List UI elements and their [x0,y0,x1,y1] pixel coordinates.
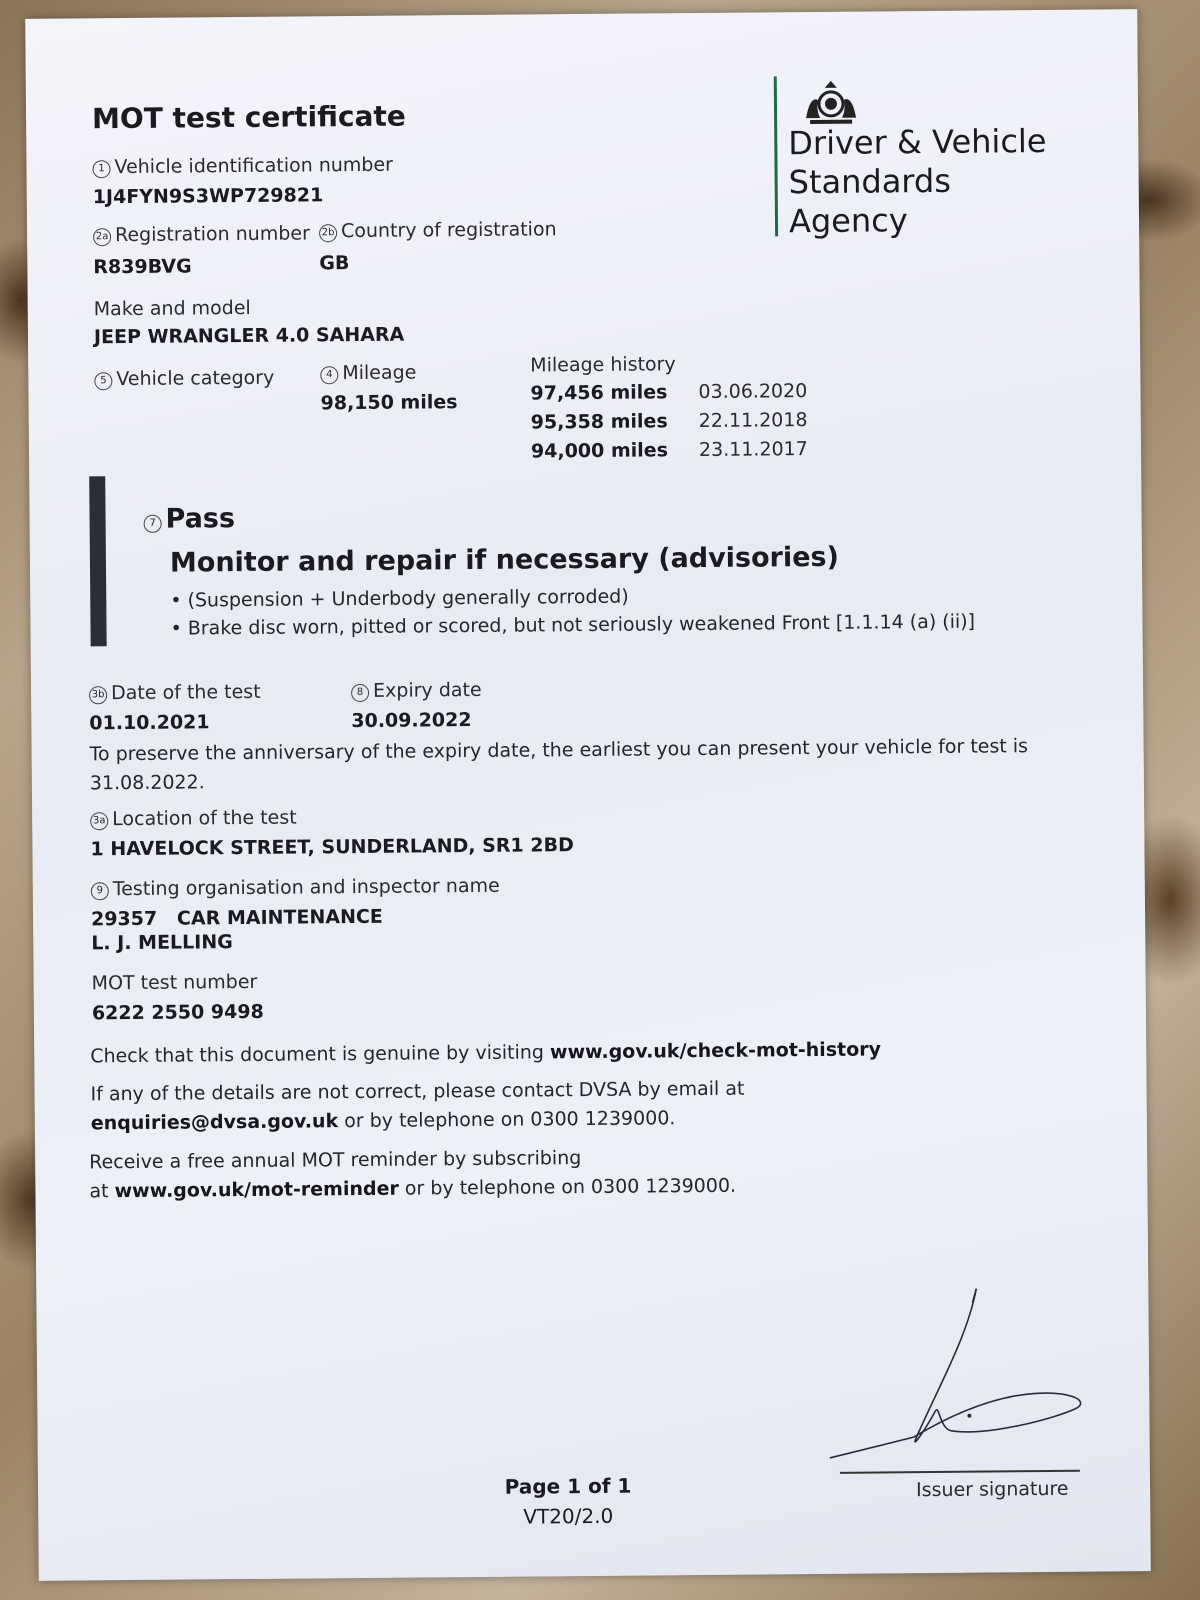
marker-5-icon: 5 [94,372,112,390]
history-row [531,438,851,470]
mileage-label: 4 Mileage [320,361,416,384]
signature-label: Issuer signature [915,1477,1069,1502]
marker-2b-icon: 2b [319,224,337,242]
organisation-value: 29357 CAR MAINTENANCE [90,905,383,931]
marker-4-icon: 4 [320,366,338,384]
signature-line [840,1470,1080,1474]
country-value: GB [319,252,350,275]
agency-name [788,122,1047,241]
organisation-label: 9 Testing organisation and inspector name [91,875,500,901]
page-title: MOT test certificate [91,99,406,136]
check-mot-history-link[interactable]: www.gov.uk/check-mot-history [549,1038,882,1064]
test-date-value: 01.10.2021 [89,711,210,735]
genuine-check-text: Check that this document is genuine by visiting www.gov.uk/check-mot-history [90,1038,882,1068]
make-label: Make and model [93,296,251,321]
form-code: VT20/2.0 [523,1503,614,1529]
history-row [530,380,850,412]
history-row [531,409,851,441]
contact-text: If any of the details are not correct, please contact DVSA by email at enquiries@dvsa.gov.uk or by telephone on 0300 1239000. [90,1077,745,1135]
marker-2a-icon: 2a [93,228,111,246]
anniversary-note: To preserve the anniversary of the expiry date, the earliest you can present your vehicle for test is 31.08.2022. [89,735,1029,795]
issuer-signature-image [826,1278,1088,1470]
vin-label: 1 Vehicle identification number [92,154,393,179]
page-number: Page 1 of 1 [504,1473,632,1499]
category-label: 5 Vehicle category [94,367,274,391]
result-status: 7 Pass [143,503,235,535]
registration-value: R839BVG [93,255,192,279]
advisories-title: Monitor and repair if necessary (advisories) [169,541,840,579]
vin-value: 1J4FYN9S3WP729821 [92,184,324,209]
history-date: 23.11.2017 [698,438,808,462]
agency-divider [774,76,778,236]
advisory-item: • Brake disc worn, pitted or scored, but not seriously weakened Front [1.1.14 (a) (ii)] [170,610,976,640]
history-miles: 95,358 miles [530,410,668,434]
history-date: 03.06.2020 [698,380,808,404]
expiry-label: 8 Expiry date [351,679,482,702]
history-miles: 97,456 miles [530,381,668,405]
inspector-name: L. J. MELLING [91,931,233,955]
advisory-item: • (Suspension + Underbody generally corroded) [170,585,629,612]
test-date-label: 3b Date of the test [89,681,261,704]
royal-crest-icon [796,78,866,129]
mot-certificate-page [25,9,1151,1581]
marker-3b-icon: 3b [89,686,107,704]
marker-8-icon: 8 [351,684,369,702]
agency-line-1: Driver & Vehicle [788,121,1047,163]
country-label: 2b Country of registration [319,218,557,242]
history-miles: 94,000 miles [530,439,669,463]
reminder-text: Receive a free annual MOT reminder by subscribing at www.gov.uk/mot-reminder or by telephone on 0300 1239000. [89,1147,737,1203]
mileage-history-label: Mileage history [530,353,676,377]
test-number-value: 6222 2550 9498 [91,1000,264,1025]
mileage-history-list [530,380,851,470]
result-bar [89,476,106,646]
make-value: JEEP WRANGLER 4.0 SAHARA [93,323,405,349]
location-label: 3a Location of the test [90,807,297,831]
location-value: 1 HAVELOCK STREET, SUNDERLAND, SR1 2BD [90,834,574,861]
expiry-value: 30.09.2022 [351,709,472,733]
agency-line-3: Agency [788,201,908,241]
agency-line-2: Standards [788,161,952,202]
marker-7-icon: 7 [144,515,162,533]
registration-label: 2a Registration number [93,222,310,246]
mileage-value: 98,150 miles [320,391,458,415]
marker-3a-icon: 3a [90,812,108,830]
test-number-label: MOT test number [91,970,258,995]
history-date: 22.11.2018 [698,409,808,433]
advisories-list [170,583,975,646]
marker-9-icon: 9 [91,882,109,900]
marker-1-icon: 1 [92,160,110,178]
mot-reminder-link[interactable]: www.gov.uk/mot-reminder [114,1177,399,1203]
contact-email-link[interactable]: enquiries@dvsa.gov.uk [90,1110,339,1135]
